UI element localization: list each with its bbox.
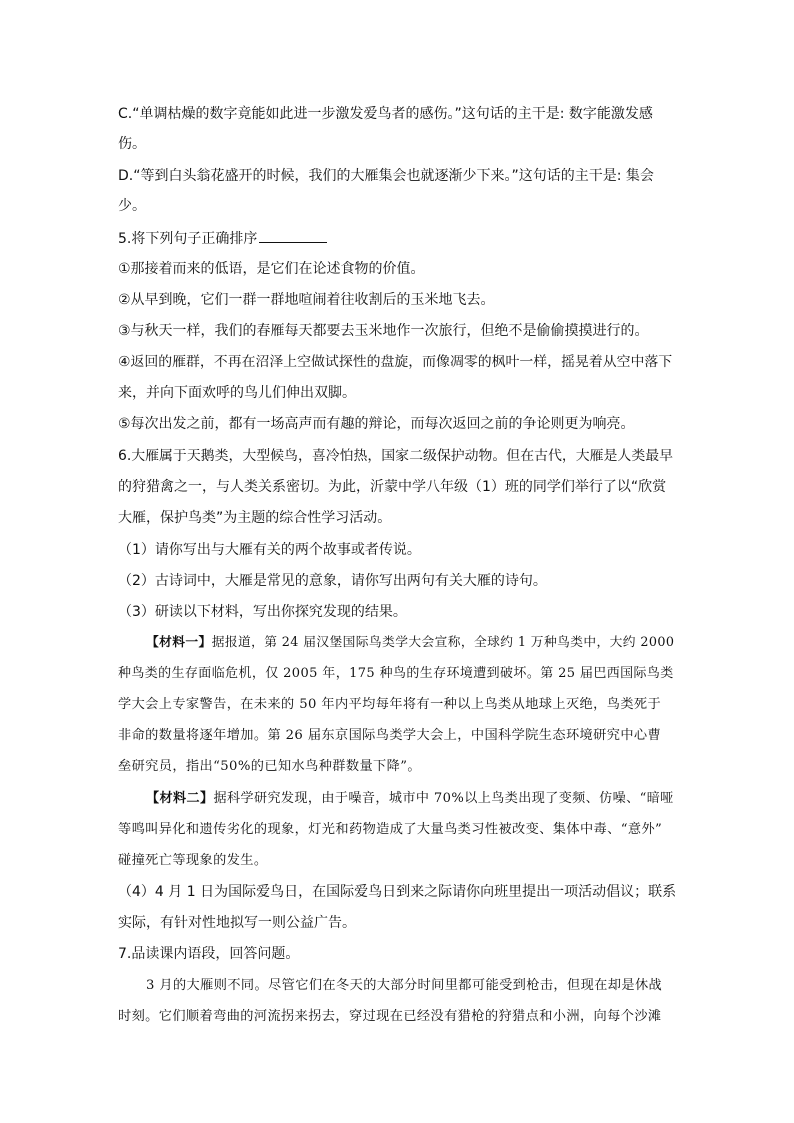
reading-line-1: 3 月的大雁则不同。尽管它们在冬天的大部分时间里都可能受到枪击，但现在却是休战 [146, 978, 663, 993]
question-6-line-1: 6.大雁属于天鹅类，大型候鸟，喜冷怕热，国家二级保护动物。但在古代，大雁是人类最早 [118, 448, 673, 464]
subquestion-3: （3）研读以下材料，写出你探究发现的结果。 [118, 604, 407, 620]
material-1-line-2: 种鸟类的生存面临危机，仅 2005 年，175 种鸟的生存环境遭到破坏。第 25 届巴西国际鸟类 [118, 666, 674, 681]
material-1-text: 据报道，第 24 届汉堡国际鸟类学大会宣称，全球约 1 万种鸟类中，大约 2000 [211, 635, 675, 650]
sentence-2: ②从早到晚，它们一群一群地喧闹着往收割后的玉米地飞去。 [118, 292, 495, 308]
question-5-text: 5.将下列句子正确排序 [118, 231, 258, 247]
material-1-line-5: 垒研究员，指出“50%的已知水鸟种群数量下降”。 [118, 759, 421, 774]
material-2-text: 据科学研究发现，由于噪音，城市中 70%以上鸟类出现了变频、仿噪、“暗哑 [213, 791, 674, 806]
option-c-line-1: C.“单调枯燥的数字竟能如此进一步激发爱鸟者的感伤。”这句话的主干是: 数字能激发感 [118, 106, 653, 122]
option-d-line-1: D.“等到白头翁花盛开的时候，我们的大雁集会也就逐渐少下来。”这句话的主干是: 集会 [118, 168, 654, 184]
question-6-line-2: 的狩猎禽之一，与人类关系密切。为此，沂蒙中学八年级（1）班的同学们举行了以“欣赏 [118, 479, 667, 495]
material-1-line-3: 学大会上专家警告，在未来的 50 年内平均每年将有一种以上鸟类从地球上灭绝，鸟类死于 [118, 697, 662, 712]
option-c-line-2: 伤。 [118, 136, 146, 152]
material-2-line-2: 等鸣叫异化和遗传劣化的现象，灯光和药物造成了大量鸟类习性被改变、集体中毒、“意外” [118, 822, 663, 837]
material-2-tag: 【材料二】 [146, 791, 214, 806]
subquestion-4-line-2: 实际，有针对性地拟写一则公益广告。 [118, 915, 356, 931]
question-5 [118, 228, 327, 249]
sentence-1: ①那接着而来的低语，是它们在论述食物的价值。 [118, 261, 425, 277]
material-1-line-4: 非命的数量将逐年增加。第 26 届东京国际鸟类学大会上，中国科学院生态环境研究中心曹 [118, 728, 662, 743]
material-2-line-3: 碰撞死亡等现象的发生。 [118, 853, 268, 868]
sentence-4-line-1: ④返回的雁群，不再在沼泽上空做试探性的盘旋，而像凋零的枫叶一样，摇晃着从空中落下 [118, 354, 673, 370]
material-1-tag: 【材料一】 [146, 635, 212, 650]
subquestion-1: （1）请你写出与大雁有关的两个故事或者传说。 [118, 542, 421, 558]
subquestion-2: （2）古诗词中，大雁是常见的意象，请你写出两句有关大雁的诗句。 [118, 573, 547, 589]
option-d-line-2: 少。 [118, 198, 146, 214]
material-1-line-1 [146, 633, 674, 653]
sentence-5: ⑤每次出发之前，都有一场高声而有趣的辩论，而每次返回之前的争论则更为响亮。 [118, 416, 635, 432]
subquestion-4-line-1: （4）4 月 1 日为国际爱鸟日，在国际爱鸟日到来之际请你向班里提出一项活动倡议；联系 [118, 884, 677, 900]
answer-blank[interactable] [259, 228, 327, 243]
sentence-4-line-2: 来，并向下面欢呼的鸟儿们伸出双脚。 [118, 385, 356, 401]
sentence-3: ③与秋天一样，我们的春雁每天都要去玉米地作一次旅行，但绝不是偷偷摸摸进行的。 [118, 323, 649, 339]
question-6-line-3: 大雁，保护鸟类”为主题的综合性学习活动。 [118, 510, 392, 526]
reading-line-2: 时刻。它们顺着弯曲的河流拐来拐去，穿过现在已经没有猎枪的狩猎点和小洲，向每个沙滩 [118, 1009, 662, 1024]
question-7: 7.品读课内语段，回答问题。 [118, 946, 300, 962]
material-2-line-1 [146, 789, 674, 809]
